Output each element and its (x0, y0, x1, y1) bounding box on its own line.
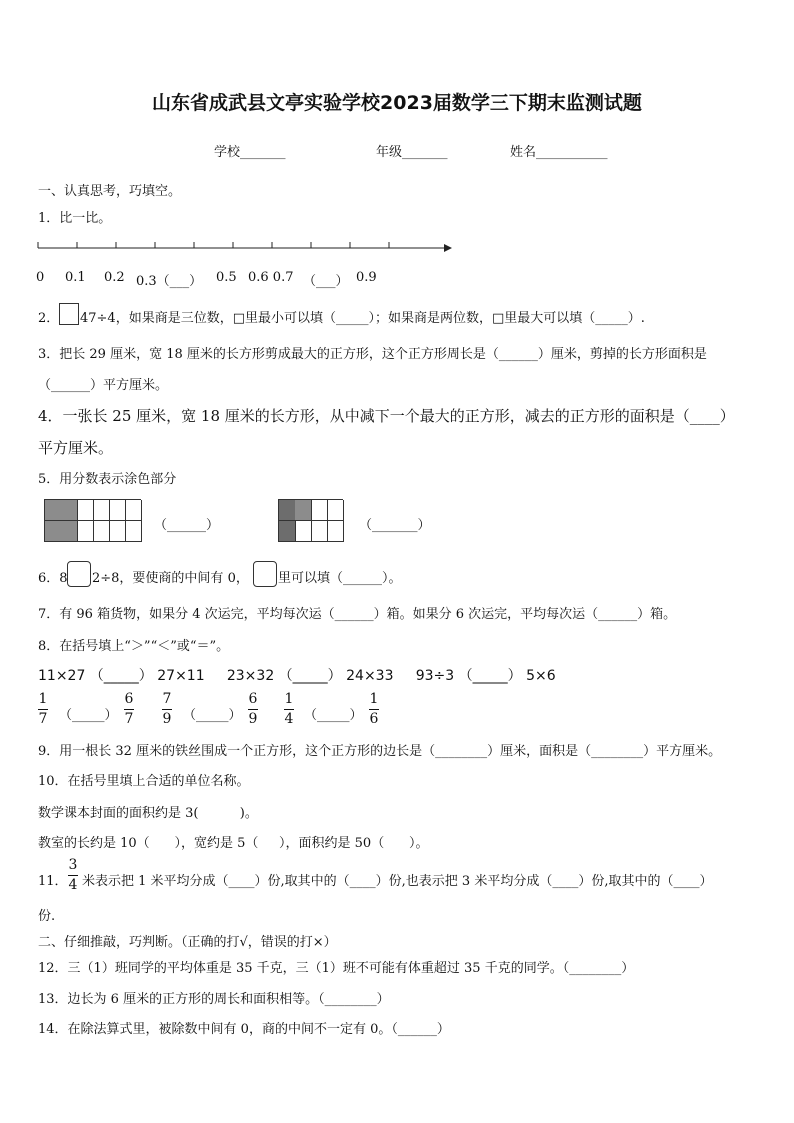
fraction-grid-2 (278, 499, 343, 542)
question-5-blank-1: （______） (154, 518, 220, 533)
school-field: 学校_______ (214, 145, 286, 160)
section-1-heading: 一、认真思考，巧填空。 (38, 184, 182, 199)
grid-cell-shaded (61, 500, 78, 521)
fraction-denominator: 4 (284, 711, 294, 727)
fraction-numerator: 6 (248, 691, 258, 707)
question-13: 13．边长为 6 厘米的正方形的周长和面积相等。（________） (38, 992, 390, 1007)
grid-cell (125, 521, 142, 542)
question-3-line-2: （______）平方厘米。 (38, 378, 169, 393)
fraction-denominator: 7 (38, 711, 48, 727)
number-line-label: 0 (36, 270, 45, 285)
blank-box (59, 303, 79, 325)
name-field: 姓名___________ (510, 145, 608, 160)
grid-cell (311, 521, 328, 542)
fraction-bar (124, 709, 134, 710)
question-6-text-a: 6．8 (38, 571, 68, 586)
question-11-text: 米表示把 1 米平均分成（____）份,取其中的（____）份,也表示把 3 米平均分成（____）份,取其中的（____） (82, 874, 713, 889)
fraction-denominator: 4 (68, 877, 78, 893)
fraction (162, 691, 172, 728)
grid-cell-shaded (45, 521, 62, 542)
number-line (36, 238, 456, 258)
compare-blank: （_____） (304, 708, 363, 723)
question-6-text-c: 里可以填（______）。 (278, 571, 402, 586)
question-11-line-2: 份. (38, 909, 56, 924)
fraction (38, 691, 48, 728)
question-9: 9．用一根长 32 厘米的铁丝围成一个正方形，这个正方形的边长是（________）厘米，面积是（________）平方厘米。 (38, 744, 722, 759)
grid-cell-shaded (279, 500, 296, 521)
grid-cell (93, 521, 110, 542)
fraction-denominator: 7 (124, 711, 134, 727)
question-5-label: 5．用分数表示涂色部分 (38, 472, 177, 487)
question-2-text: 47÷4，如果商是三位数，□里最小可以填（_____）；如果商是两位数，□里最大可以填（_____）. (80, 311, 645, 326)
grid-cell-shaded (45, 500, 62, 521)
fraction (124, 691, 134, 728)
blank-box (67, 561, 91, 587)
grid-cell (125, 500, 142, 521)
fraction (284, 691, 294, 728)
fraction-numerator: 7 (162, 691, 172, 707)
grade-field: 年级_______ (376, 145, 448, 160)
question-10-line-1: 数学课本封面的面积约是 3( )。 (38, 806, 258, 821)
fraction-numerator: 1 (369, 691, 379, 707)
fraction-numerator: 1 (38, 691, 48, 707)
question-12: 12．三（1）班同学的平均体重是 35 千克，三（1）班不可能有体重超过 35 千克的同学。（________） (38, 961, 635, 976)
question-11-number: 11． (38, 874, 68, 889)
question-10-line-2: 教室的长约是 10（ ），宽约是 5（ ），面积约是 50（ ）。 (38, 836, 429, 851)
fraction-denominator: 9 (248, 711, 258, 727)
question-8-label: 8．在括号填上“＞”“＜”或“＝”。 (38, 639, 230, 654)
question-10-label: 10．在括号里填上合适的单位名称。 (38, 774, 250, 789)
grid-cell (311, 500, 328, 521)
question-4-line-1: 4．一张长 25 厘米，宽 18 厘米的长方形，从中减下一个最大的正方形，减去的正方形的面积是（____） (38, 407, 735, 425)
fraction-bar (162, 709, 172, 710)
question-4-line-2: 平方厘米。 (38, 439, 114, 457)
number-line-label: 0.9 (356, 270, 377, 285)
question-1-label: 1．比一比。 (38, 211, 112, 226)
fraction (248, 691, 258, 728)
fraction (369, 691, 379, 728)
fraction-denominator: 9 (162, 711, 172, 727)
blank-box (253, 561, 277, 587)
grid-cell (109, 521, 126, 542)
question-7: 7．有 96 箱货物，如果分 4 次运完，平均每次运（______）箱。如果分 6 次运完，平均每次运（______）箱。 (38, 607, 677, 622)
grid-cell (327, 500, 344, 521)
fraction-bar (68, 875, 78, 876)
grid-cell-shaded (279, 521, 296, 542)
grid-cell-shaded (61, 521, 78, 542)
fraction-numerator: 1 (284, 691, 294, 707)
grid-cell (295, 521, 312, 542)
number-line-label: 0.2 (104, 270, 125, 285)
number-line-label: 0.5 (216, 270, 237, 285)
fraction (68, 857, 78, 894)
number-line-label: （___） (303, 274, 349, 289)
grid-cell (109, 500, 126, 521)
grid-cell (327, 521, 344, 542)
question-3-line-1: 3．把长 29 厘米，宽 18 厘米的长方形剪成最大的正方形，这个正方形周长是（______）厘米，剪掉的长方形面积是 (38, 347, 707, 362)
question-5-blank-2: （_______） (359, 518, 431, 533)
fraction-grid-1 (44, 499, 141, 542)
fraction-bar (248, 709, 258, 710)
fraction-numerator: 6 (124, 691, 134, 707)
question-8-row-1: 11×27 （_____） 27×11 23×32 （_____） 24×33 93÷3 （_____） 5×6 (38, 668, 556, 684)
grid-cell (77, 521, 94, 542)
grid-cell (93, 500, 110, 521)
compare-blank: （_____） (183, 708, 242, 723)
fraction-denominator: 6 (369, 711, 379, 727)
grid-cell (77, 500, 94, 521)
question-14: 14．在除法算式里，被除数中间有 0，商的中间不一定有 0。（______） (38, 1022, 450, 1037)
fraction-bar (369, 709, 379, 710)
page-title: 山东省成武县文亭实验学校2023届数学三下期末监测试题 (152, 92, 642, 114)
number-line-label: 0.1 (65, 270, 86, 285)
fraction-numerator: 3 (68, 857, 78, 873)
fraction-bar (284, 709, 294, 710)
number-line-label: 0.3（___） (136, 274, 203, 289)
fraction-bar (38, 709, 48, 710)
question-6-text-b: 2÷8，要使商的中间有 0， (92, 571, 249, 586)
grid-cell-shaded (295, 500, 312, 521)
section-2-heading: 二、仔细推敲，巧判断。（正确的打√，错误的打×） (38, 935, 337, 950)
number-line-label: 0.6 0.7 (248, 270, 294, 285)
question-2-number: 2． (38, 311, 60, 326)
compare-blank: （_____） (59, 708, 118, 723)
